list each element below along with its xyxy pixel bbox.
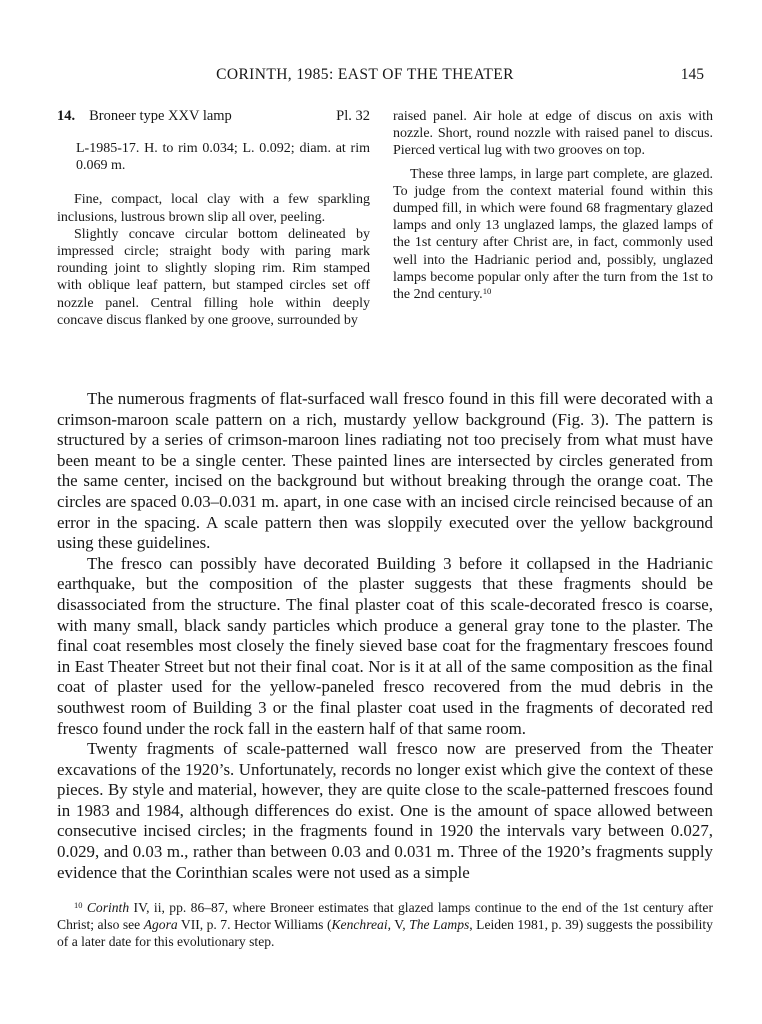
- description-left-paragraph: Slightly concave circular bottom delineated by impressed circle; straight body with paring mark rounding joint to slightly sloping rim. Rim stamped with oblique leaf pattern, but stamped circles set off nozzle panel. Central filling hole within deeply concave discus flanked by one groove, surrounded by: [57, 226, 370, 328]
- footnote-segment: Corinth: [86, 900, 130, 915]
- footnote-segment: VII, p. 7. Hector Williams (: [177, 916, 332, 932]
- footnote-segment: Agora: [143, 916, 178, 932]
- page-header: [57, 66, 713, 86]
- footnote-segment: , Leiden 1981, p. 39) suggests the possibility of a later date for this evolutionary step.: [57, 916, 713, 949]
- footnote-text: [57, 900, 713, 950]
- fabric-paragraph: Fine, compact, local clay with a few sparkling inclusions, lustrous brown slip all over, peeling.: [57, 192, 370, 225]
- body-paragraph-3: Twenty fragments of scale-patterned wall fresco now are preserved from the Theater excavations of the 1920’s. Unfortunately, records no longer exist which give the context of these pieces. By style and material, however, they are quite close to the scale-patterned frescoes found in 1983 and 1984, although differences do exist. One is the amount of space allowed between consecutive incised circles; in the fragments found in 1920 the intervals vary between 0.027, 0.029, and 0.03 m., rather than between 0.03 and 0.031 m. Three of the 1920’s fragments supply evidence that the Corinthian scales were not used as a simple: [57, 739, 713, 882]
- description-right-paragraph: raised panel. Air hole at edge of discus on axis with nozzle. Short, round nozzle with raised panel to discus. Pierced vertical lug with two grooves on top.: [393, 109, 713, 159]
- body-paragraph-1: The numerous fragments of flat-surfaced wall fresco found in this fill were decorated with a crimson-maroon scale pattern on a rich, mustardy yellow background (Fig. 3). The pattern is structured by a series of crimson-maroon lines radiating not too precisely from what must have been meant to be a single center. These painted lines are intersected by circles generated from the same center, incised on the background but without breaking through the orange coat. The circles are spaced 0.03–0.031 m. apart, in one case with an incised circle reincised because of an error in the spacing. A scale pattern then was sloppily executed over the yellow background using these guidelines.: [57, 389, 713, 553]
- footnote-marker: 10: [74, 900, 83, 911]
- entry-title: Broneer type XXV lamp: [89, 108, 232, 124]
- catalog-entry-section: [57, 108, 713, 329]
- main-text-section: [57, 389, 713, 883]
- discussion-text: These three lamps, in large part complete, are glazed. To judge from the context material found within this dumped fill, in which were found 68 fragmentary glazed lamps and only 13 unglazed lamps, the glazed lamps of the 1st century after Christ are, in fact, commonly used well into the Hadrianic period and, possibly, unglazed lamps become popular only after the turn from the 1st to the 2nd century.: [393, 166, 713, 303]
- running-head-title: CORINTH, 1985: EAST OF THE THEATER: [216, 66, 514, 83]
- footnote-segment: , V,: [387, 916, 410, 932]
- entry-number: 14.: [57, 108, 76, 124]
- footnote-segment: The Lamps: [409, 916, 470, 932]
- catalog-right-column: [393, 108, 713, 329]
- catalog-left-column: [57, 108, 370, 329]
- body-paragraph-2: The fresco can possibly have decorated Building 3 before it collapsed in the Hadrianic earthquake, but the composition of the plaster suggests that these fragments should be disassociated from the structure. The final plaster coat of this scale-decorated fresco is coarse, with many small, black sandy particles which produce a general gray tone to the plaster. The final coat resembles most closely the finely sieved base coat for the fragmentary frescoes found in East Theater Street but not their final coat. Nor is it at all of the same composition as the final coat of plaster used for the yellow-paneled fresco recovered from the mud debris in the southwest room of Building 3 or the final plaster coat used in the fragments of decorated red fresco found under the rock fall in the eastern half of that same room.: [57, 553, 713, 738]
- footnote-segment: Kenchreai: [331, 916, 388, 932]
- footnote-segment: IV, ii, pp. 86–87, where Broneer estimates that glazed lamps continue to the end of the 1st century after Christ; also see: [57, 900, 713, 932]
- entry-heading: [57, 108, 370, 125]
- page-number: 145: [680, 66, 704, 83]
- discussion-paragraph: [393, 166, 713, 304]
- footnote-reference: 10: [482, 286, 492, 297]
- footnote-section: [57, 900, 713, 950]
- plate-reference: Pl. 32: [336, 108, 370, 124]
- dimensions-text: L-1985-17. H. to rim 0.034; L. 0.092; diam. at rim 0.069 m.: [76, 141, 370, 174]
